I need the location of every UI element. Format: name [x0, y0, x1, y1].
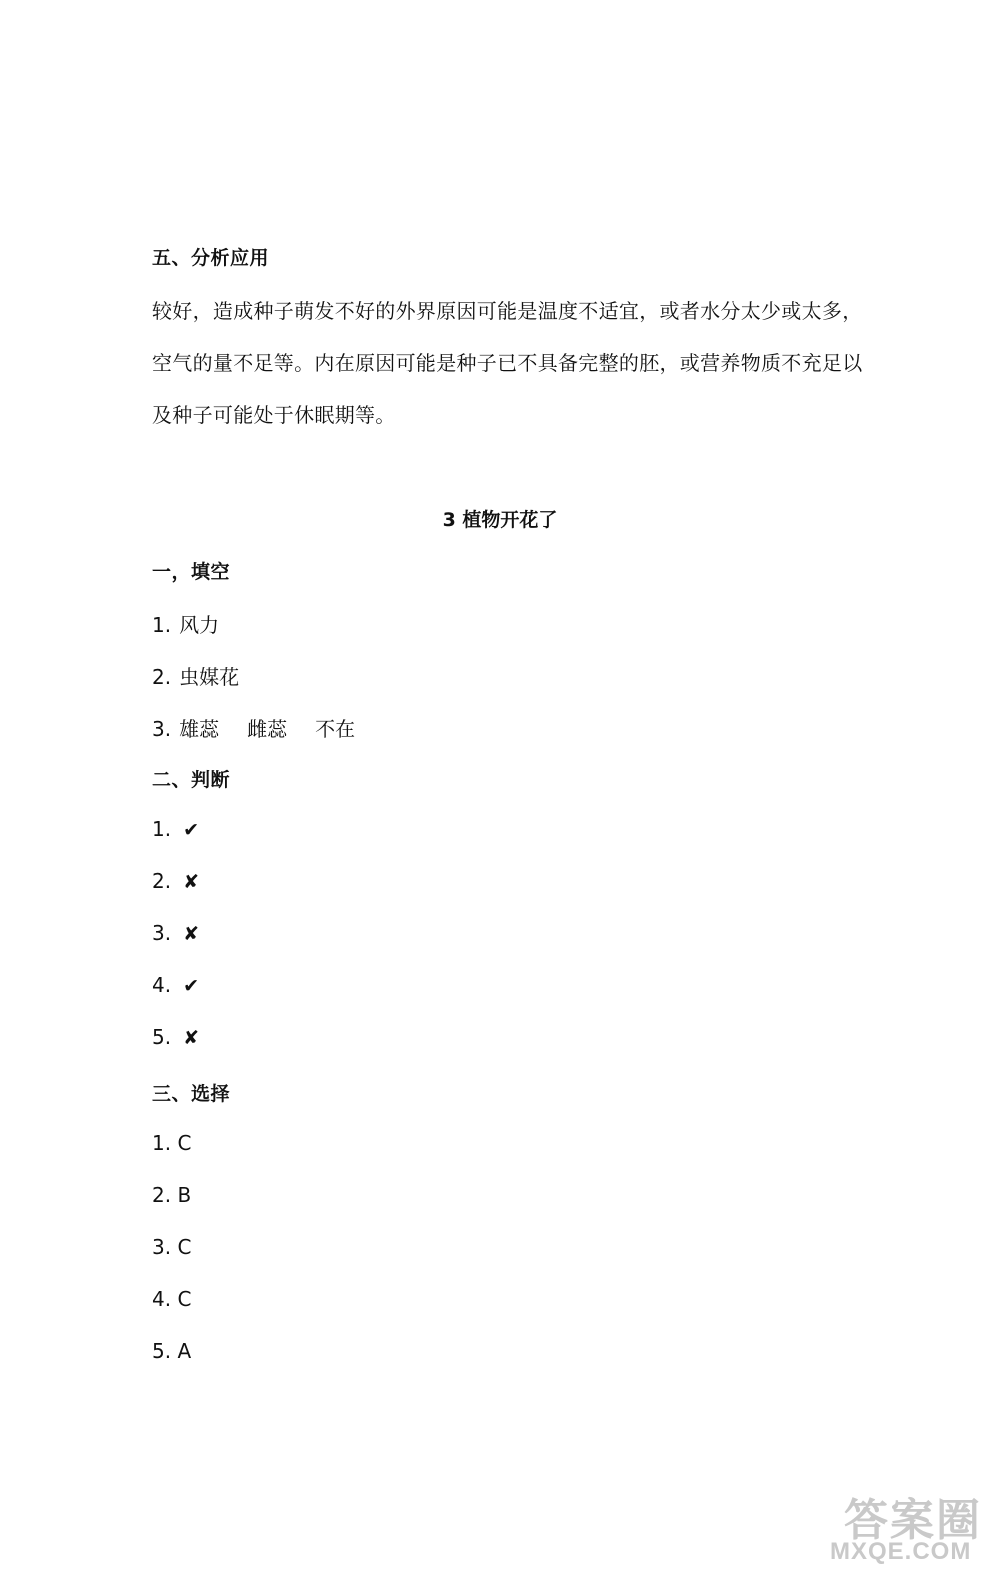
fill-item-3 — [152, 713, 355, 742]
item-number: 2. — [152, 869, 172, 893]
choice-item-3: 3. C — [152, 1235, 192, 1259]
section-five-line-3: 及种子可能处于休眠期等。 — [152, 403, 396, 427]
item-answer: 雌蕊 — [247, 717, 288, 741]
choice-item-4: 4. C — [152, 1287, 192, 1311]
check-mark-icon: ✔ — [183, 819, 200, 841]
choice-item-5: 5. A — [152, 1339, 192, 1363]
cross-mark-icon: ✘ — [183, 923, 200, 945]
judge-item-4 — [152, 973, 199, 997]
part-three-heading: 三、选择 — [152, 1083, 231, 1105]
section-five-line-1: 较好，造成种子萌发不好的外界原因可能是温度不适宜，或者水分太少或太多， — [152, 299, 863, 323]
watermark-title: 答案圈 — [844, 1495, 982, 1546]
item-answer: 虫媒花 — [179, 665, 240, 689]
chapter-title: 3 植物开花了 — [442, 509, 558, 531]
section-five-heading: 五、分析应用 — [152, 247, 270, 269]
item-number: 1. — [152, 817, 172, 841]
watermark-url: MXQE.COM — [830, 1538, 972, 1565]
item-number: 1. — [152, 613, 172, 637]
judge-item-3 — [152, 921, 199, 945]
item-number: 2. — [152, 665, 172, 689]
item-answer: 风力 — [179, 613, 220, 637]
part-one-heading: 一，填空 — [152, 561, 231, 583]
part-two-heading: 二、判断 — [152, 769, 231, 791]
fill-item-1 — [152, 609, 219, 638]
judge-item-1 — [152, 817, 199, 841]
item-number: 5. — [152, 1025, 172, 1049]
item-number: 3. — [152, 921, 172, 945]
item-number: 3. — [152, 717, 172, 741]
watermark-logo — [824, 1484, 994, 1568]
fill-item-2 — [152, 661, 239, 690]
cross-mark-icon: ✘ — [183, 871, 200, 893]
judge-item-5 — [152, 1025, 199, 1049]
item-answer: 雄蕊 — [179, 717, 220, 741]
section-five-line-2: 空气的量不足等。内在原因可能是种子已不具备完整的胚，或营养物质不充足以 — [152, 351, 863, 375]
judge-item-2 — [152, 869, 199, 893]
cross-mark-icon: ✘ — [183, 1027, 200, 1049]
choice-item-1: 1. C — [152, 1131, 192, 1155]
item-number: 4. — [152, 973, 172, 997]
check-mark-icon: ✔ — [183, 975, 200, 997]
item-answer: 不在 — [315, 717, 356, 741]
choice-item-2: 2. B — [152, 1183, 192, 1207]
